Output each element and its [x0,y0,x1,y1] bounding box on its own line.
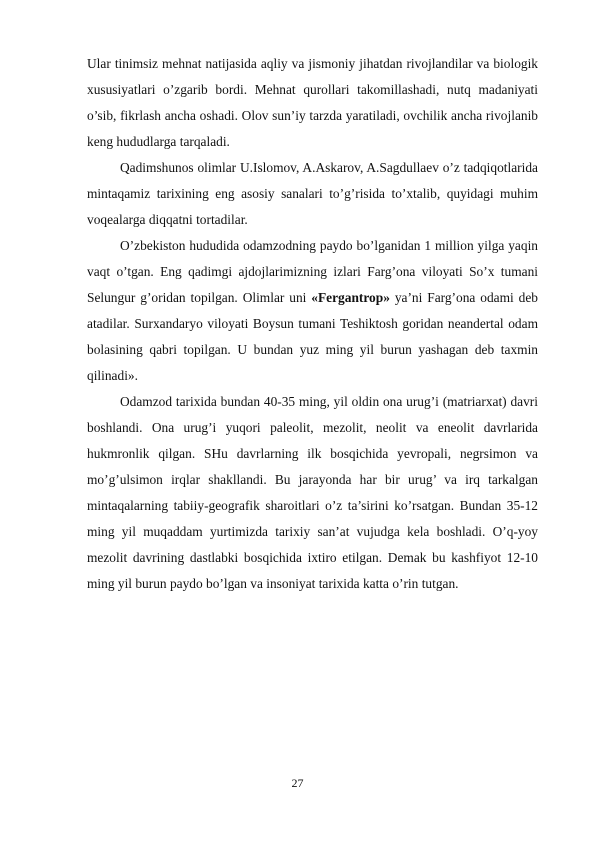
fergantrop-term: «Fergantrop» [311,290,390,305]
page-number: 27 [291,776,304,790]
paragraph-1: Ular tinimsiz mehnat natijasida aqliy va jismoniy jihatdan rivojlandilar va biologik xususiyatlari o’zgarib bordi. Mehnat qurollari takomillashadi, nutq madaniyati o’sib, fikrlash ancha oshadi. Olov sun’iy tarzda yaratiladi, ovchilik ancha rivojlanib keng hududlarga tarqaladi. [87,56,538,149]
paragraph-2: Qadimshunos olimlar U.Islomov, A.Askarov, A.Sagdullaev o’z tadqiqotlarida mintaqamiz tarixining eng asosiy sanalari to’g’risida to’xtalib, quyidagi muhim voqealarga diqqatni tortadilar. [87,160,538,227]
paragraph-3 [87,233,538,389]
body-text [87,51,538,597]
paragraph-4: Odamzod tarixida bundan 40-35 ming, yil oldin ona urug’i (matriarxat) davri boshlandi. Ona urug’i yuqori paleolit, mezolit, neolit va eneolit davrlarida hukmronlik qilgan. SHu davrlarning ilk bosqichida yevropali, negrsimon va mo’g’ulsimon irqlar shakllandi. Bu jarayonda har bir urug’ va irq tarkalgan mintaqalarning tabiiy-geografik sharoitlari o’z ta’sirini ko’rsatgan. Bundan 35-12 ming yil muqaddam yurtimizda tarixiy san’at vujudga kela boshladi. O’q-yoy mezolit davrining dastlabki bosqichida ixtiro etilgan. Demak bu kashfiyot 12-10 ming yil burun paydo bo’lgan va insoniyat tarixida katta o’rin tutgan. [87,394,538,591]
paragraph-3-text-end: ya’ni Farg’ona odami deb atadilar. Surxandaryo viloyati Boysun tumani Teshiktosh goridan neandertal odam bolasining qabri topilgan. U bundan yuz ming yil burun yashagan deb taxmin qilinadi». [87,290,538,383]
paragraph-3-text-start: O’zbekiston hududida odamzodning paydo bo’lganidan 1 million yilga yaqin vaqt o’tgan. Eng qadimgi ajdojlarimizning izlari Farg’ona viloyati So’x tumani Selungur g’oridan topilgan. Olimlar uni [87,238,538,305]
